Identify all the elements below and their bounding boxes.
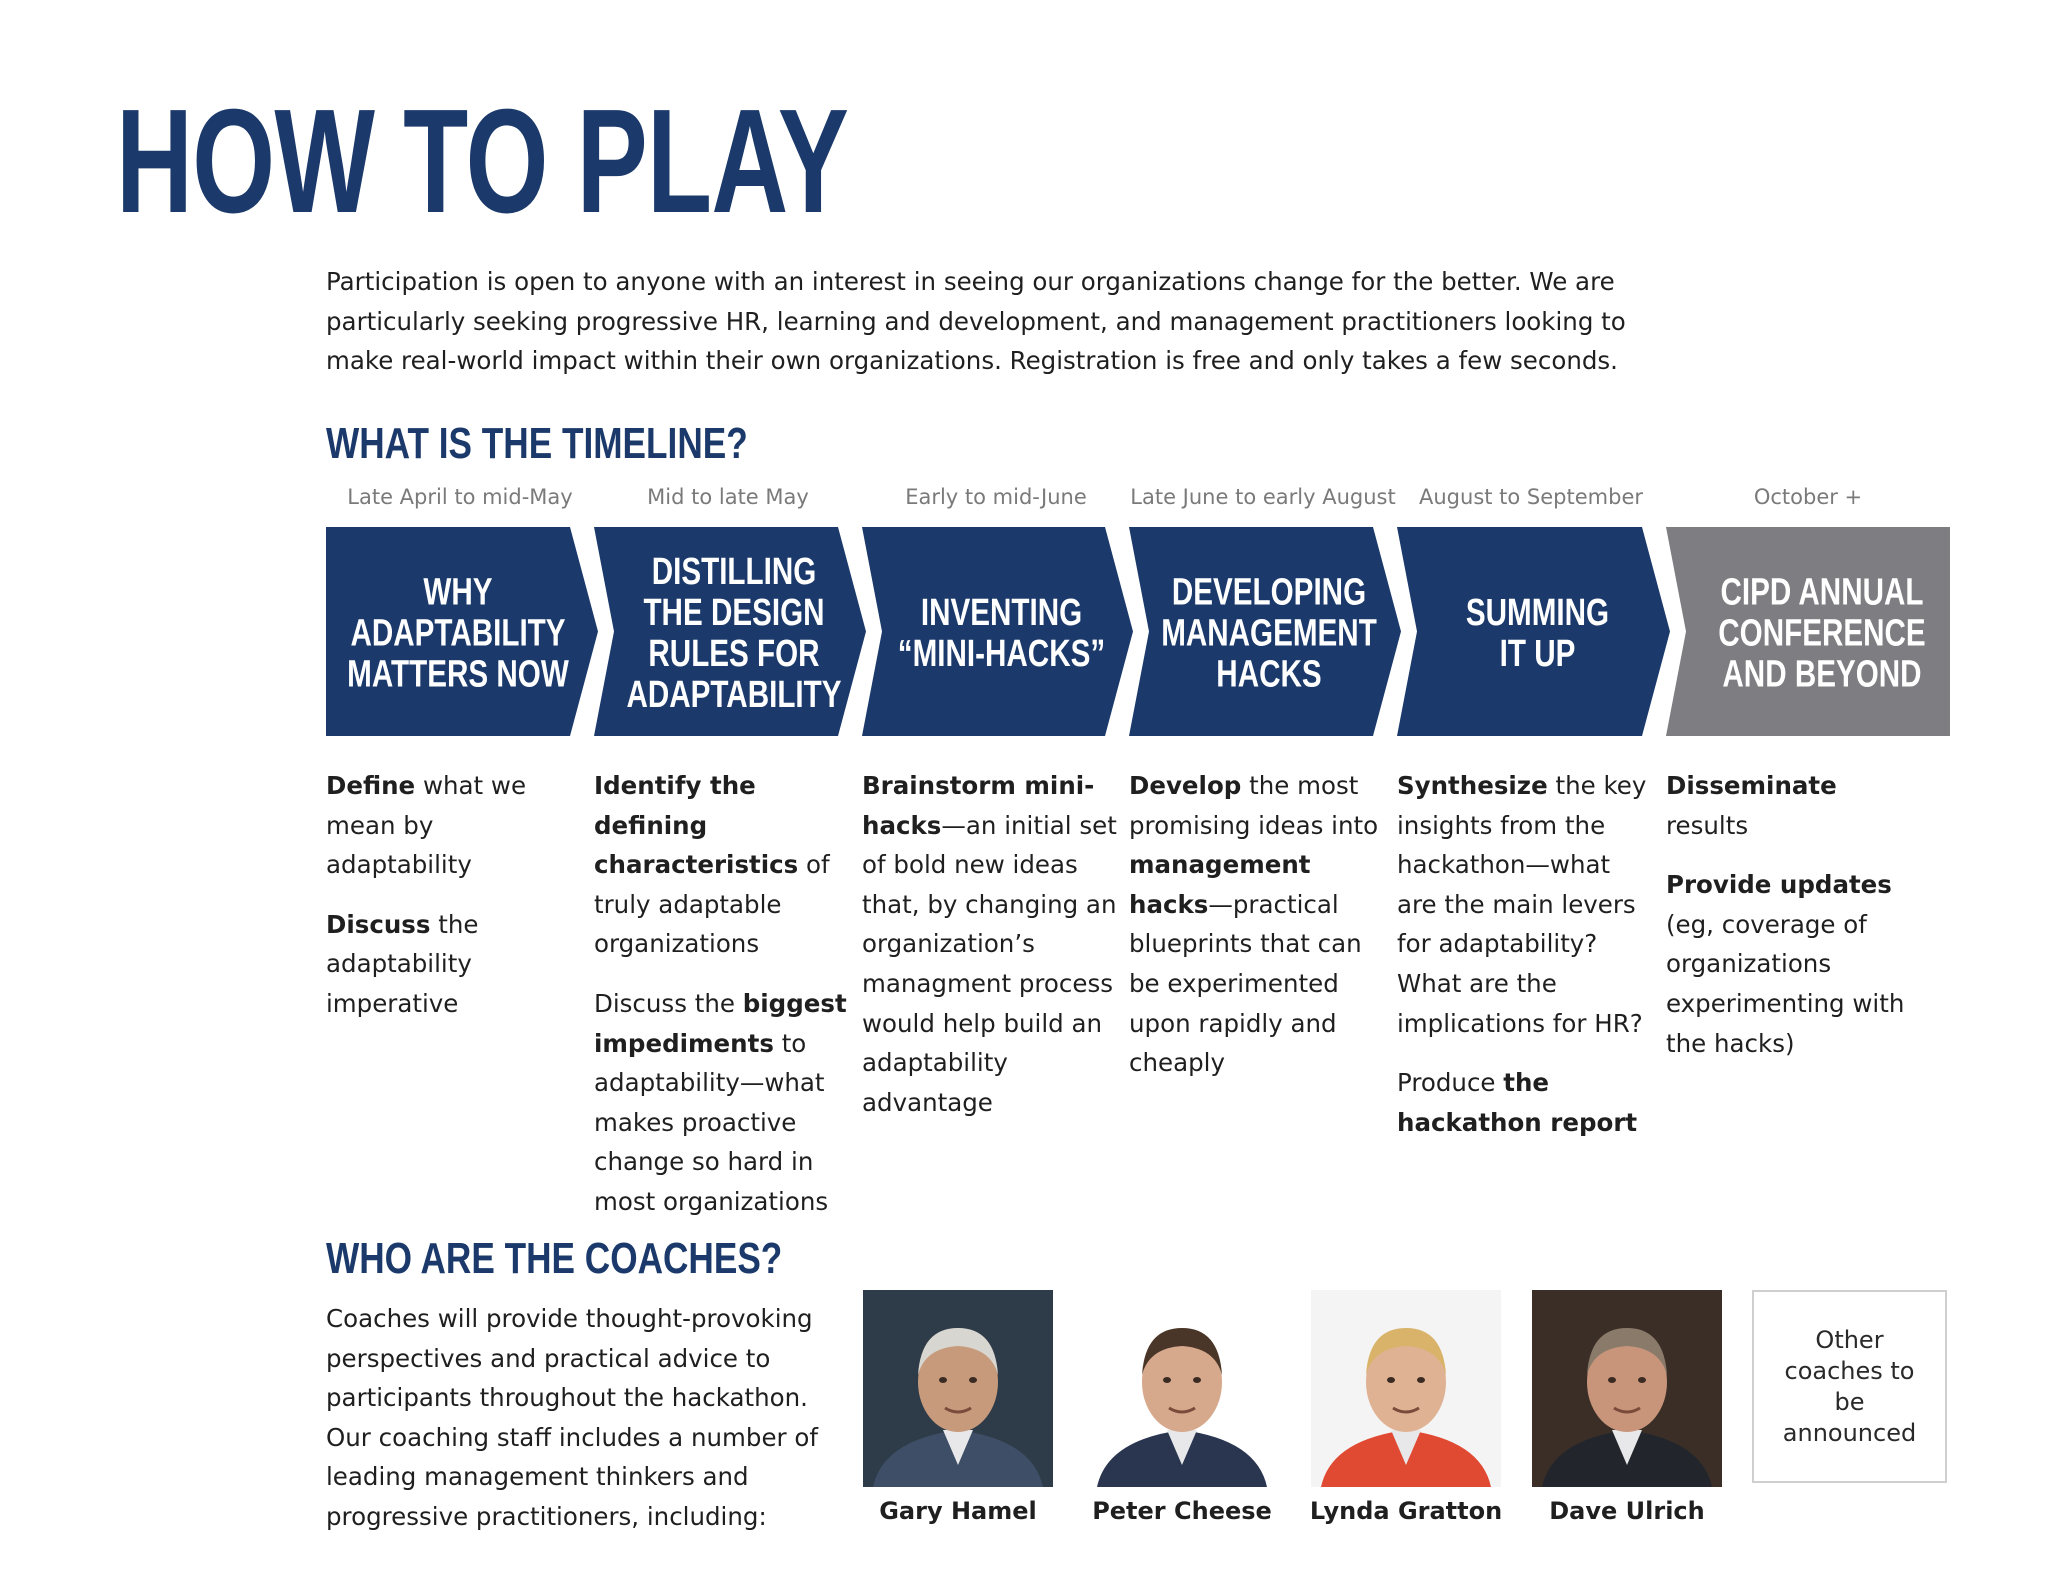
- chevron-label-2: [626, 551, 841, 716]
- bold-text: Synthesize: [1397, 771, 1548, 800]
- text: the key insights from the hackathon—what are the main levers for adaptability? What are the implications for HR?: [1397, 771, 1647, 1038]
- text: —an initial set of bold new ideas that, by changing an organization’s managment process would help build an adaptability advantage: [862, 810, 1117, 1117]
- chevron-label-6: [1718, 571, 1925, 695]
- phase-date-4: Late June to early August: [1130, 485, 1396, 509]
- coach-card: [863, 1290, 1053, 1525]
- bold-text: Discuss: [326, 909, 431, 939]
- description-paragraph: [594, 984, 849, 1222]
- chevron-label-line: MANAGEMENT: [1161, 612, 1377, 655]
- bold-text: Provide updates: [1666, 870, 1892, 900]
- chevron-label-line: ADAPTABILITY: [626, 673, 842, 716]
- text: of truly adaptable organizations: [594, 850, 830, 959]
- chevron-label-line: DEVELOPING: [1171, 571, 1367, 614]
- phase-description-6: [1666, 766, 1921, 1083]
- phase-date-3: Early to mid-June: [905, 485, 1087, 509]
- coach-photo: [1311, 1290, 1501, 1487]
- timeline-chevrons: [326, 527, 1950, 736]
- bold-text: Develop: [1129, 771, 1242, 800]
- phase-date-2: Mid to late May: [647, 485, 809, 509]
- timeline-heading: WHAT IS THE TIMELINE?: [326, 419, 748, 468]
- chevron-label-line: WHY: [423, 571, 493, 614]
- text: the adaptability imperative: [326, 909, 479, 1018]
- description-paragraph: [1666, 865, 1921, 1063]
- phase-date-5: August to September: [1419, 485, 1643, 509]
- coaches-heading: WHO ARE THE COACHES?: [326, 1234, 783, 1283]
- text: —practical blueprints that can be experimented upon rapidly and cheaply: [1129, 889, 1362, 1078]
- chevron-label-line: AND BEYOND: [1722, 653, 1922, 696]
- chevron-label-line: THE DESIGN: [643, 591, 825, 634]
- bold-text: the hackathon report: [1397, 1068, 1638, 1137]
- coach-name: Peter Cheese: [1092, 1497, 1272, 1525]
- coach-photo: [863, 1290, 1053, 1487]
- chevron-label-line: ADAPTABILITY: [350, 612, 566, 655]
- text: the most promising ideas into: [1129, 771, 1379, 840]
- phase-description-4: [1129, 766, 1384, 1103]
- page-title: HOW TO PLAY: [116, 79, 849, 244]
- chevron-label-line: DISTILLING: [651, 550, 817, 593]
- phase-description-2: [594, 766, 849, 1242]
- bold-text: biggest impediments: [594, 988, 847, 1058]
- text: Discuss the: [594, 988, 743, 1018]
- coach-card: [1309, 1290, 1503, 1525]
- bold-text: Identify the defining characteristics: [594, 771, 799, 880]
- phase-description-1: [326, 766, 581, 1044]
- phase-date-6: October +: [1753, 485, 1863, 509]
- coach-name: Dave Ulrich: [1549, 1497, 1705, 1525]
- description-paragraph: [1666, 766, 1921, 845]
- phase-date-1: Late April to mid-May: [347, 485, 573, 509]
- bold-text: Disseminate: [1666, 771, 1837, 800]
- coach-name: Lynda Gratton: [1309, 1497, 1503, 1525]
- description-paragraph: [1397, 766, 1652, 1043]
- text: results: [1666, 810, 1749, 840]
- chevron-label-line: SUMMING: [1465, 591, 1610, 634]
- intro-paragraph: Participation is open to anyone with an interest in seeing our organizations change for the better. We are particularly seeking progressive HR, learning and development, and management practitioners looking to make real-world impact within their own organizations. Registration is free and only takes a few seconds.: [326, 267, 1626, 375]
- phase-description-5: [1397, 766, 1652, 1162]
- text: what we mean by adaptability: [326, 771, 527, 880]
- bold-text: Brainstorm mini-hacks: [862, 771, 1095, 840]
- chevron-label-3: [898, 592, 1105, 675]
- text: to adaptability—what makes proactive change so hard in most organizations: [594, 1028, 829, 1216]
- coach-card: [1087, 1290, 1277, 1525]
- coach-photo: [1087, 1290, 1277, 1487]
- chevron-label-line: INVENTING: [920, 591, 1083, 634]
- description-paragraph: [594, 766, 849, 964]
- chevron-label-line: CIPD ANNUAL: [1720, 571, 1924, 614]
- text: Produce: [1397, 1068, 1504, 1098]
- phase-description-3: [862, 766, 1117, 1142]
- chevron-label-line: HACKS: [1216, 653, 1322, 696]
- chevron-label-line: MATTERS NOW: [347, 653, 569, 696]
- text: (eg, coverage of organizations experimenting with the hacks): [1666, 909, 1905, 1058]
- chevron-label-line: CONFERENCE: [1718, 612, 1926, 655]
- coach-photo: [1532, 1290, 1722, 1487]
- bold-text: Define: [326, 771, 416, 800]
- coach-card: [1532, 1290, 1722, 1525]
- description-paragraph: [862, 766, 1117, 1122]
- chevron-label-line: IT UP: [1499, 632, 1576, 675]
- chevron-label-line: RULES FOR: [648, 632, 820, 675]
- description-paragraph: [326, 766, 581, 885]
- bold-text: management hacks: [1129, 850, 1311, 919]
- other-coaches-box: Other coaches to be announced: [1752, 1290, 1947, 1483]
- coaches-intro: Coaches will provide thought-provoking perspectives and practical advice to participants throughout the hackathon. Our coaching staff includes a number of leading management thinkers and progressive practitioners, including:: [326, 1304, 819, 1531]
- description-paragraph: [1397, 1063, 1652, 1142]
- description-paragraph: [1129, 766, 1384, 1083]
- chevron-label-line: “MINI-HACKS”: [897, 632, 1106, 675]
- coach-name: Gary Hamel: [879, 1497, 1037, 1525]
- description-paragraph: [326, 905, 581, 1024]
